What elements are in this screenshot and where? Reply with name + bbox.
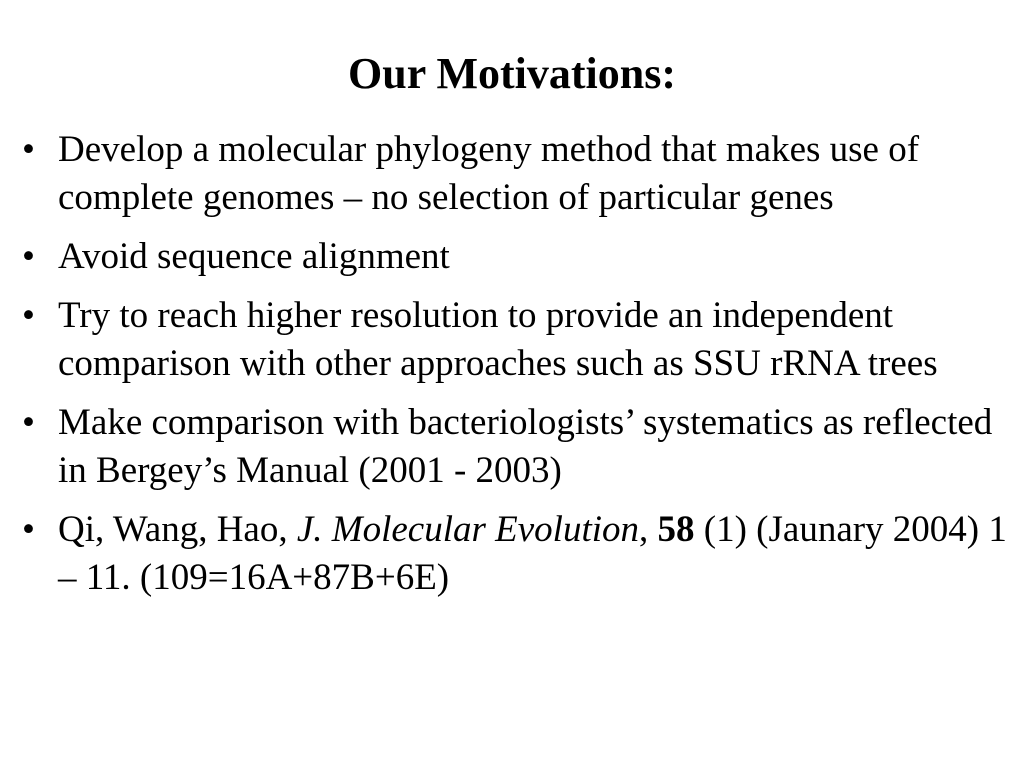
- bullet-item: [22, 399, 1007, 495]
- bullet-marker: •: [22, 509, 35, 550]
- reference-details: (1) (Jaunary 2004) 1 – 11. (109=16A+87B+6E): [58, 509, 1007, 598]
- bullet-marker: •: [22, 295, 35, 336]
- bullet-item: [22, 292, 1007, 388]
- reference-journal: J. Molecular Evolution: [296, 509, 640, 550]
- bullet-text: Try to reach higher resolution to provide an independent comparison with other approaches such as SSU rRNA trees: [58, 295, 938, 384]
- reference-separator: ,: [639, 509, 658, 550]
- bullet-text: Make comparison with bacteriologists’ systematics as reflected in Bergey’s Manual (2001 - 2003): [58, 402, 993, 491]
- bullet-marker: •: [22, 236, 35, 277]
- reference-item: [22, 506, 1007, 602]
- reference-authors: Qi, Wang, Hao,: [58, 509, 297, 550]
- bullet-text: Develop a molecular phylogeny method that makes use of complete genomes – no selection of particular genes: [58, 129, 920, 218]
- bullet-item: [22, 233, 1007, 281]
- reference-text: [58, 506, 1007, 602]
- bullet-list: [22, 126, 1007, 613]
- bullet-text: Avoid sequence alignment: [58, 236, 450, 277]
- slide-title: Our Motivations:: [348, 49, 676, 98]
- bullet-marker: •: [22, 402, 35, 443]
- bullet-item: [22, 126, 1007, 222]
- reference-volume: 58: [657, 509, 695, 550]
- bullet-marker: •: [22, 129, 35, 170]
